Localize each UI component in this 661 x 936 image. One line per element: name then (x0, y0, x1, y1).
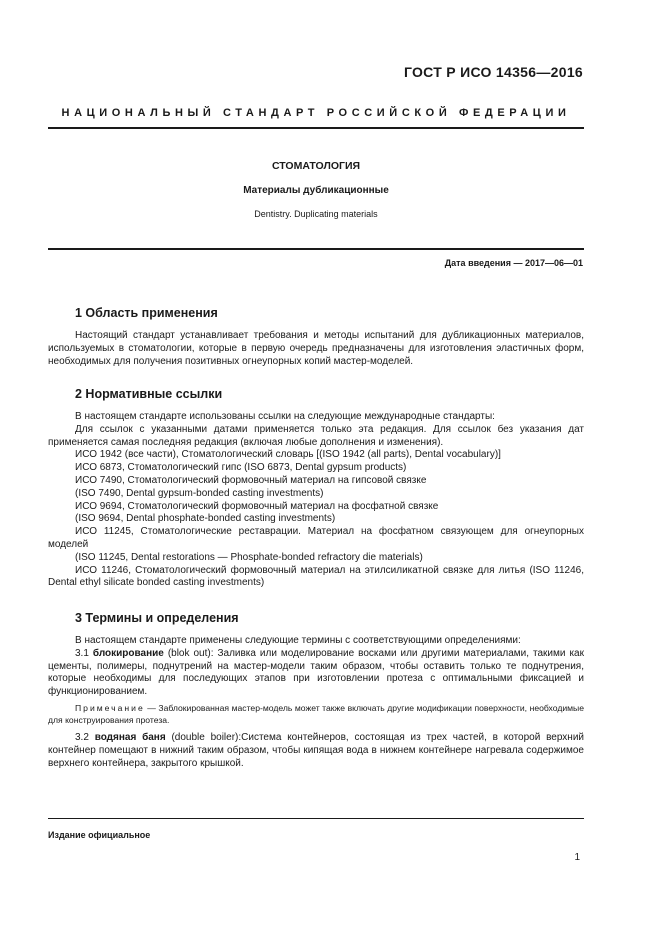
standard-subtitle: Материалы дубликационные (243, 185, 389, 196)
term-number: 3.1 (75, 647, 89, 659)
section-terms-definitions (48, 611, 584, 770)
reference-item: ИСО 11245, Стоматологические реставрации. Материал на фосфатном связующем для огнеупорных моделей (48, 526, 584, 550)
page-number: 1 (574, 852, 580, 863)
paragraph: Настоящий стандарт устанавливает требования и методы испытаний для дубликационных материалов, используемых в стоматологии, которые в первую очередь предназначены для изготовления эластичных форм, необходимых для получения позитивных огнеупорных копий мастер-моделей. (48, 330, 584, 367)
section-heading: 3 Термины и определения (75, 611, 239, 625)
note (48, 702, 584, 726)
footer-divider (48, 818, 584, 819)
reference-item: ИСО 9694, Стоматологический формовочный материал на фосфатной связке (75, 500, 439, 512)
reference-item: (ISO 7490, Dental gypsum-bonded casting investments) (75, 487, 324, 499)
reference-item: (ISO 11245, Dental restorations — Phosphate-bonded refractory die materials) (75, 551, 423, 563)
section-heading: 2 Нормативные ссылки (75, 387, 223, 401)
term-name: водяная баня (94, 731, 166, 743)
reference-item: ИСО 6873, Стоматологический гипс (ISO 6873, Dental gypsum products) (75, 462, 407, 474)
note-text: — Заблокированная мастер-модель может также включать другие модификации поверхности, необходимые для конструирования протеза. (48, 702, 584, 725)
paragraph: В настоящем стандарте использованы ссылки на следующие международные стандарты: (75, 411, 495, 422)
section-heading: 1 Область применения (75, 306, 218, 320)
term-text: (blok out): Заливка или моделирование восками или другими материалами, такими как цементы, полимеры, поднутрений на мастер-модели таким образом, чтобы оставить только те поднутрения, которые необходимы для последующих этапов при изготовлении протеза с оптимальными фиксацией и функционированием. (48, 647, 584, 698)
document-code: ГОСТ Р ИСО 14356—2016 (403, 64, 583, 80)
section-normative-references (48, 387, 584, 590)
reference-item: ИСО 7490, Стоматологический формовочный материал на гипсовой связке (75, 474, 427, 486)
reference-item: ИСО 11246, Стоматологический формовочный материал на этилсиликатной связке для литья (ISO 11246, Dental ethyl silicate bonded casting investments) (48, 564, 584, 589)
reference-item: (ISO 9694, Dental phosphate-bonded casting investments) (75, 513, 336, 525)
title-divider (48, 248, 584, 250)
term-definition (48, 648, 584, 699)
paragraph: В настоящем стандарте применены следующие термины с соответствующими определениями: (75, 635, 521, 646)
standard-english-title: Dentistry. Duplicating materials (254, 209, 378, 219)
standard-title: СТОМАТОЛОГИЯ (271, 160, 361, 172)
term-number: 3.2 (75, 731, 89, 743)
reference-item: ИСО 1942 (все части), Стоматологический словарь [(ISO 1942 (all parts), Dental vocabulary)] (75, 449, 501, 461)
note-label: Примечание (75, 702, 145, 713)
term-name: блокирование (92, 647, 164, 659)
national-standard-title: НАЦИОНАЛЬНЫЙ СТАНДАРТ РОССИЙСКОЙ ФЕДЕРАЦИИ (61, 107, 571, 119)
term-text: (double boiler):Система контейнеров, состоящая из трех частей, в которой верхний контейнер помещают в нижний таким образом, чтобы кипящая вода в нижнем контейнере нагревала содержимое верхнего контейнера, закрытого крышкой. (48, 731, 584, 769)
term-definition (48, 732, 584, 770)
header-divider (48, 127, 584, 129)
paragraph: Для ссылок с указанными датами применяется только эта редакция. Для ссылок без указания дат применяется самая последняя редакция (включая любые дополнения и изменения). (48, 423, 584, 448)
section-scope (48, 306, 584, 368)
edition-label: Издание официальное (48, 830, 151, 840)
introduction-date: Дата введения — 2017—06—01 (444, 258, 583, 268)
